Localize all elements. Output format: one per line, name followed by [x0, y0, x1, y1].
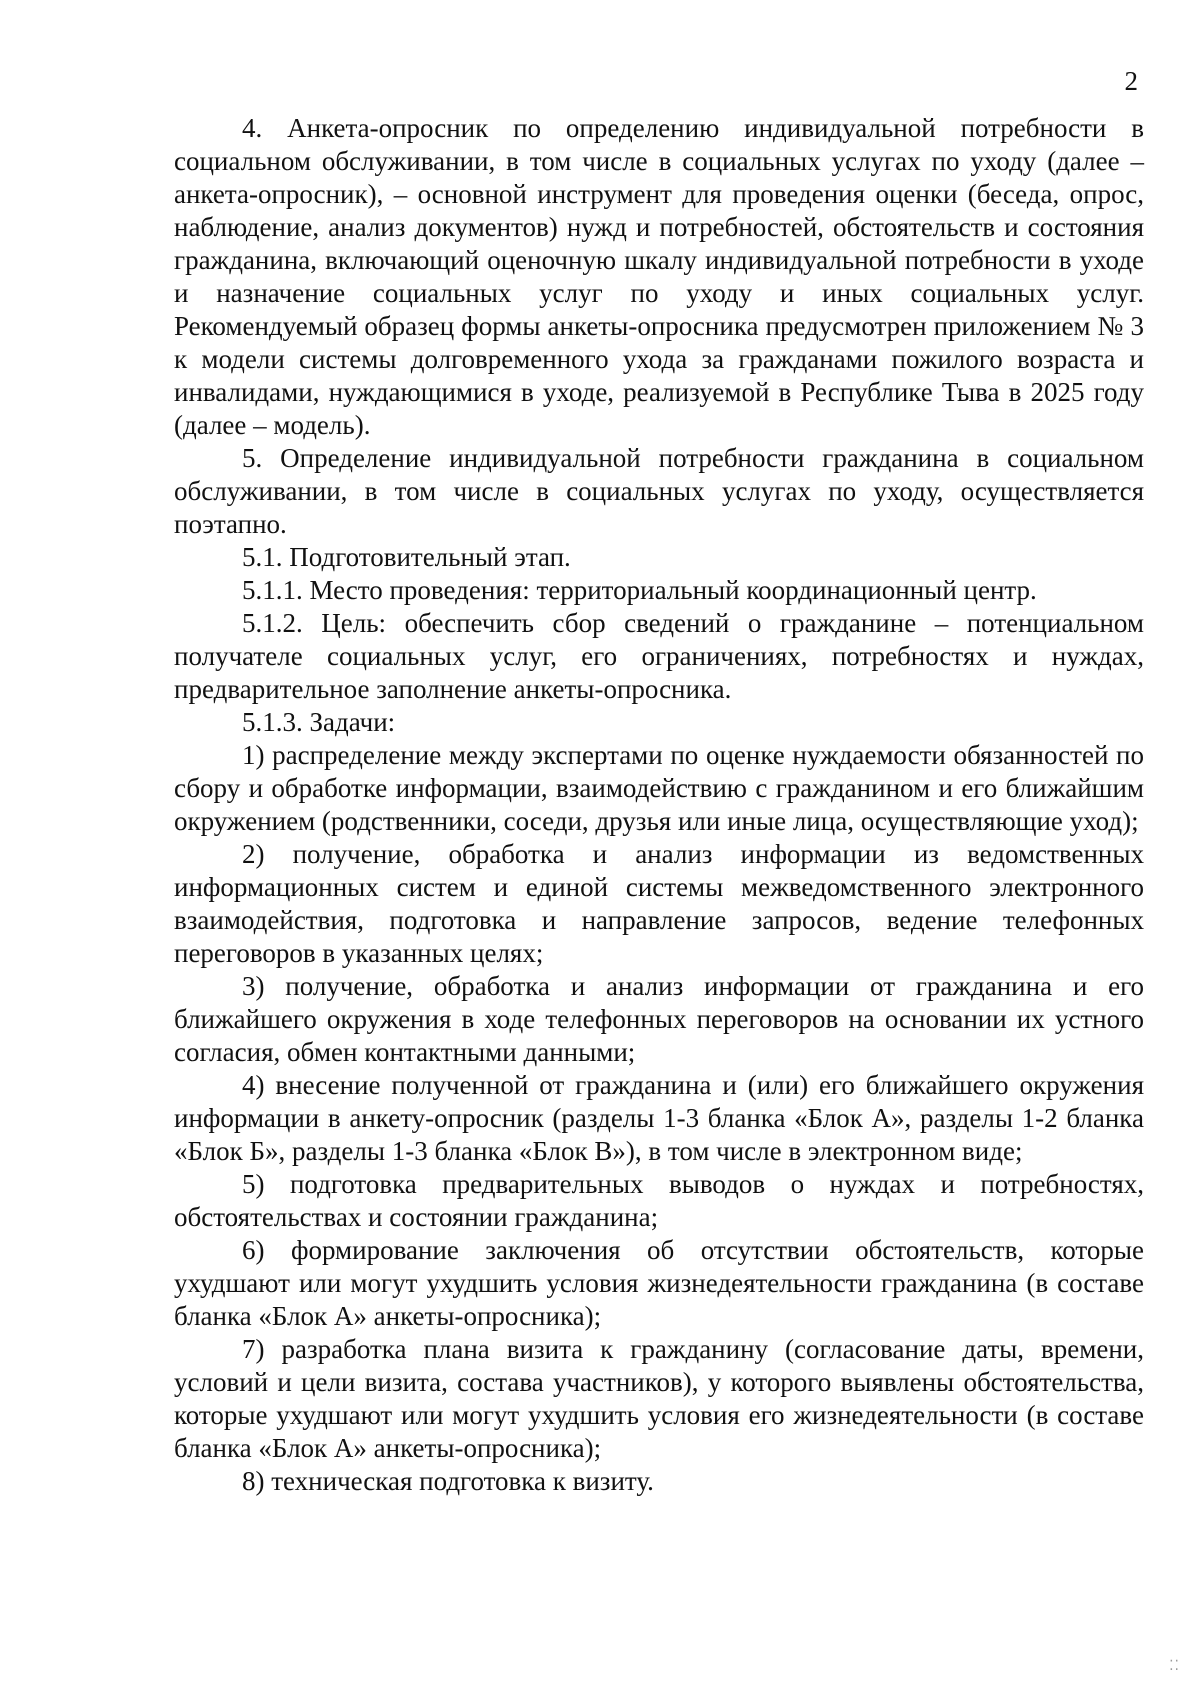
page-number: 2 [1124, 66, 1138, 96]
paragraph-5-stages: 5. Определение индивидуальной потребности гражданина в социальном обслуживании, в том числе в социальных услугах по уходу, осуществляется поэтапно. [174, 443, 1144, 539]
corner-scan-mark: ⁚⁚ [1169, 1659, 1180, 1674]
paragraph-5-1-1-location: 5.1.1. Место проведения: территориальный координационный центр. [242, 575, 1037, 605]
paragraph-5-1-2-goal: 5.1.2. Цель: обеспечить сбор сведений о гражданине – потенциальном получателе социальных услуг, его ограничениях, потребностях и нуждах, предварительное заполнение анкеты-опросника. [174, 608, 1144, 704]
paragraph-4-questionnaire: 4. Анкета-опросник по определению индивидуальной потребности в социальном обслуживании, в том числе в социальных услугах по уходу (далее – анкета-опросник), – основной инструмент для проведения оценки (беседа, опрос, наблюдение, анализ документов) нужд и потребностей, обстоятельств и состояния гражданина, включающий оценочную шкалу индивидуальной потребности в уходе и назначение социальных услуг по уходу и иных социальных услуг. Рекомендуемый образец формы анкеты-опросника предусмотрен приложением № 3 к модели системы долговременного ухода за гражданами пожилого возраста и инвалидами, нуждающимися в уходе, реализуемой в Республике Тыва в 2025 году (далее – модель). [174, 113, 1144, 440]
task-item-6: 6) формирование заключения об отсутствии обстоятельств, которые ухудшают или могут ухудшить условия жизнедеятельности гражданина (в составе бланка «Блок А» анкеты-опросника); [174, 1235, 1144, 1331]
task-item-2: 2) получение, обработка и анализ информации из ведомственных информационных систем и единой системы межведомственного электронного взаимодействия, подготовка и направление запросов, ведение телефонных переговоров в указанных целях; [174, 839, 1144, 968]
task-item-4: 4) внесение полученной от гражданина и (или) его ближайшего окружения информации в анкету-опросник (разделы 1-3 бланка «Блок А», разделы 1-2 бланка «Блок Б», разделы 1-3 бланка «Блок В»), в том числе в электронном виде; [174, 1070, 1144, 1166]
paragraph-5-1-3-tasks: 5.1.3. Задачи: [242, 707, 396, 737]
task-item-3: 3) получение, обработка и анализ информации от гражданина и его ближайшего окружения в ходе телефонных переговоров на основании их устного согласия, обмен контактными данными; [174, 971, 1144, 1067]
task-item-7: 7) разработка плана визита к гражданину (согласование даты, времени, условий и цели визита, состава участников), у которого выявлены обстоятельства, которые ухудшают или могут ухудшить условия его жизнедеятельности (в составе бланка «Блок А» анкеты-опросника); [174, 1334, 1144, 1463]
task-item-1: 1) распределение между экспертами по оценке нуждаемости обязанностей по сбору и обработке информации, взаимодействию с гражданином и его ближайшим окружением (родственники, соседи, друзья или иные лица, осуществляющие уход); [174, 740, 1144, 836]
task-item-5: 5) подготовка предварительных выводов о нуждах и потребностях, обстоятельствах и состоянии гражданина; [174, 1169, 1144, 1232]
task-item-8: 8) техническая подготовка к визиту. [242, 1466, 654, 1496]
paragraph-5-1-preparatory-stage: 5.1. Подготовительный этап. [242, 542, 571, 572]
document-body [174, 112, 1144, 1498]
